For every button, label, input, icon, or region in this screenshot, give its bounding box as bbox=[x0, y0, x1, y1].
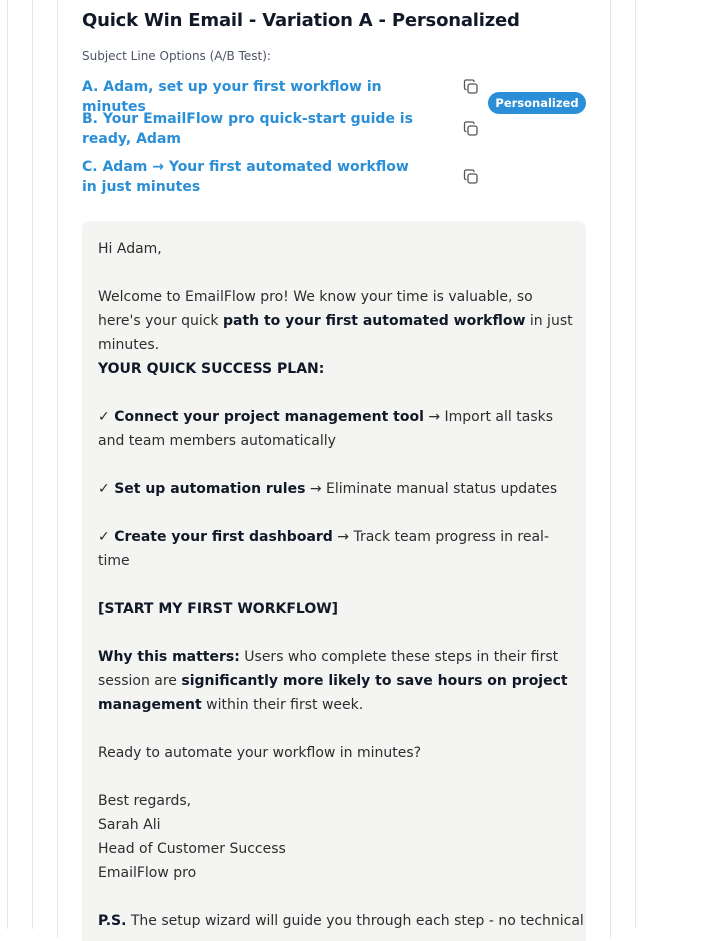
greeting: Hi Adam, bbox=[98, 241, 162, 257]
email-variation-title: Quick Win Email - Variation A - Personalized bbox=[82, 10, 520, 31]
plan-step-2-detail: → Eliminate manual status updates bbox=[305, 481, 558, 497]
copy-icon[interactable] bbox=[462, 78, 482, 98]
why-label: Why this matters: bbox=[98, 649, 240, 665]
subject-line-label: Subject Line Options (A/B Test): bbox=[82, 49, 271, 63]
subject-option-a[interactable]: A. Adam, set up your first workflow in minutes bbox=[82, 79, 382, 115]
plan-step-3-detail: → Track team progress in real-time bbox=[98, 529, 549, 569]
subject-option-b[interactable]: B. Your EmailFlow pro quick-start guide is ready, Adam bbox=[82, 111, 413, 147]
ps-paragraph bbox=[98, 909, 584, 933]
inner-border-right bbox=[635, 0, 636, 929]
why-text-end: within their first week. bbox=[201, 697, 364, 713]
check-icon: ✓ bbox=[98, 481, 115, 497]
plan-step-1 bbox=[98, 405, 576, 453]
ps-label: P.S. bbox=[98, 913, 127, 929]
outer-border-left bbox=[7, 0, 8, 929]
why-highlight: significantly more likely to save hours on project management bbox=[98, 673, 568, 713]
copy-icon[interactable] bbox=[462, 120, 482, 140]
personalized-badge: Personalized bbox=[488, 92, 586, 114]
plan-heading-text: YOUR QUICK SUCCESS PLAN: bbox=[98, 361, 325, 377]
why-text: Users who complete these steps in their first session are bbox=[98, 649, 559, 689]
sign-role: Head of Customer Success bbox=[98, 841, 286, 857]
email-body bbox=[82, 221, 586, 941]
why-paragraph bbox=[98, 645, 576, 717]
intro-paragraph bbox=[98, 285, 576, 357]
plan-step-1-title: Connect your project management tool bbox=[114, 409, 424, 425]
sign-company: EmailFlow pro bbox=[98, 865, 197, 881]
plan-step-3-title: Create your first dashboard bbox=[114, 529, 333, 545]
ready-line: Ready to automate your workflow in minutes? bbox=[98, 745, 422, 761]
sign-name: Sarah Ali bbox=[98, 817, 161, 833]
subject-option-c[interactable]: C. Adam → Your first automated workflow in just minutes bbox=[82, 159, 409, 195]
check-icon: ✓ bbox=[98, 409, 115, 425]
plan-heading bbox=[98, 357, 576, 381]
check-icon: ✓ bbox=[98, 529, 115, 545]
plan-step-3 bbox=[98, 525, 576, 573]
intro-highlight: path to your first automated workflow bbox=[222, 313, 526, 329]
plan-step-2-title: Set up automation rules bbox=[114, 481, 306, 497]
plan-step-1-detail: → Import all tasks and team members automatically bbox=[98, 409, 554, 449]
plan-step-2 bbox=[98, 477, 576, 501]
sign-regards: Best regards, bbox=[98, 793, 192, 809]
intro-text-end: in just minutes. bbox=[98, 313, 573, 353]
cta-text[interactable]: [START MY FIRST WORKFLOW] bbox=[98, 601, 339, 617]
cta-placeholder[interactable] bbox=[98, 597, 576, 621]
copy-icon[interactable] bbox=[462, 168, 482, 188]
intro-text: Welcome to EmailFlow pro! We know your time is valuable, so here's your quick bbox=[98, 289, 533, 329]
ps-text: The setup wizard will guide you through each step - no technical bbox=[126, 913, 584, 929]
inner-border-left bbox=[32, 0, 33, 929]
